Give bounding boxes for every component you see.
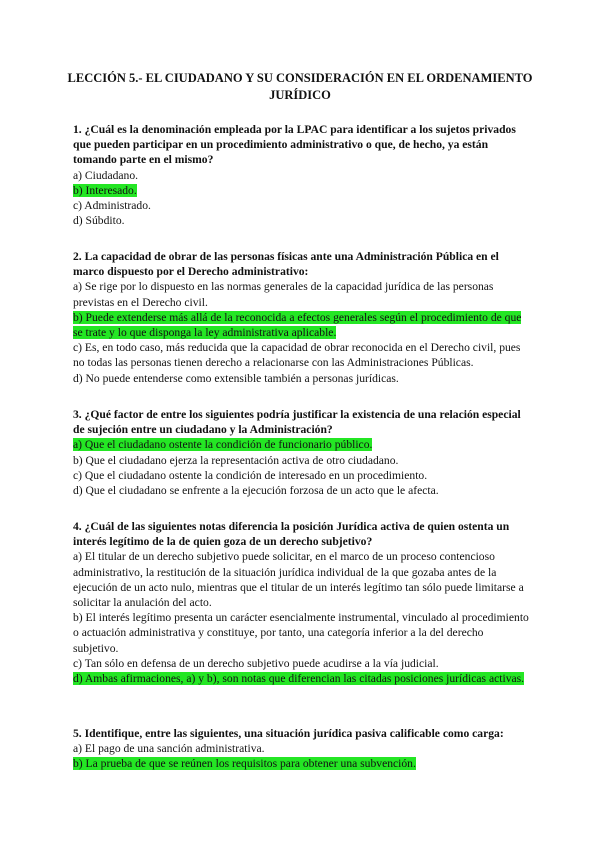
question-1 xyxy=(73,122,531,228)
question-text: 1. ¿Cuál es la denominación empleada por la LPAC para identificar a los sujetos privados que pueden participar en un procedimiento administrativo o que, de hecho, ya están tomando parte en el mismo? xyxy=(73,123,516,167)
question-text: 3. ¿Qué factor de entre los siguientes podría justificar la existencia de una relación especial de sujeción entre un ciudadano y la Administración? xyxy=(73,408,521,437)
question-5 xyxy=(73,726,531,772)
question-4 xyxy=(73,519,531,686)
option-a: a) El pago de una sanción administrativa. xyxy=(73,742,265,756)
option-b: b) El interés legítimo presenta un carácter esencialmente instrumental, vinculado al procedimiento o actuación administrativa y constituye, por tanto, una categoría inferior a la del derecho subjetivo. xyxy=(73,611,529,655)
option-d-correct: d) Ambas afirmaciones, a) y b), son notas que diferencian las citadas posiciones jurídicas activas. xyxy=(73,672,525,686)
option-b-correct: b) Interesado. xyxy=(73,183,137,197)
option-c: c) Administrado. xyxy=(73,199,151,213)
option-d: d) Súbdito. xyxy=(73,214,125,228)
option-d: d) Que el ciudadano se enfrente a la ejecución forzosa de un acto que le afecta. xyxy=(73,484,439,498)
option-a: a) Ciudadano. xyxy=(73,168,139,182)
question-3 xyxy=(73,407,531,498)
option-c: c) Que el ciudadano ostente la condición de interesado en un procedimiento. xyxy=(73,468,428,482)
option-c: c) Es, en todo caso, más reducida que la capacidad de obrar reconocida en el Derecho civil, pues no todas las personas tienen derecho a relacionarse con las Administraciones Públicas. xyxy=(73,341,521,370)
question-2 xyxy=(73,249,531,386)
question-text: 4. ¿Cuál de las siguientes notas diferencia la posición Jurídica activa de quien ostenta un interés legítimo de la de quien goza de un derecho subjetivo? xyxy=(73,520,510,549)
option-b-correct: b) La prueba de que se reúnen los requisitos para obtener una subvención. xyxy=(73,757,416,771)
question-text: 2. La capacidad de obrar de las personas físicas ante una Administración Pública en el marco dispuesto por el Derecho administrativo: xyxy=(73,250,499,279)
option-c: c) Tan sólo en defensa de un derecho subjetivo puede acudirse a la vía judicial. xyxy=(73,656,439,670)
page-title: LECCIÓN 5.- EL CIUDADANO Y SU CONSIDERACIÓN EN EL ORDENAMIENTO JURÍDICO xyxy=(67,71,533,102)
option-b-correct: b) Puede extenderse más allá de la reconocida a efectos generales según el procedimiento de que se trate y lo que disponga la ley administrativa aplicable. xyxy=(73,310,522,340)
option-a: a) El titular de un derecho subjetivo puede solicitar, en el marco de un proceso contencioso administrativo, la restitución de la situación jurídica individual de la que gozaba antes de la ejecución de un acto nulo, mientras que el titular de un interés legítimo tan sólo puede limitarse a solicitar la anulación del acto. xyxy=(73,550,524,610)
option-a-correct: a) Que el ciudadano ostente la condición de funcionario público. xyxy=(73,438,373,452)
option-d: d) No puede entenderse como extensible también a personas jurídicas. xyxy=(73,371,399,385)
question-text: 5. Identifique, entre las siguientes, una situación jurídica pasiva calificable como carga: xyxy=(73,727,504,740)
option-a: a) Se rige por lo dispuesto en las normas generales de la capacidad jurídica de las personas previstas en el Derecho civil. xyxy=(73,280,494,309)
option-b: b) Que el ciudadano ejerza la representación activa de otro ciudadano. xyxy=(73,453,399,467)
